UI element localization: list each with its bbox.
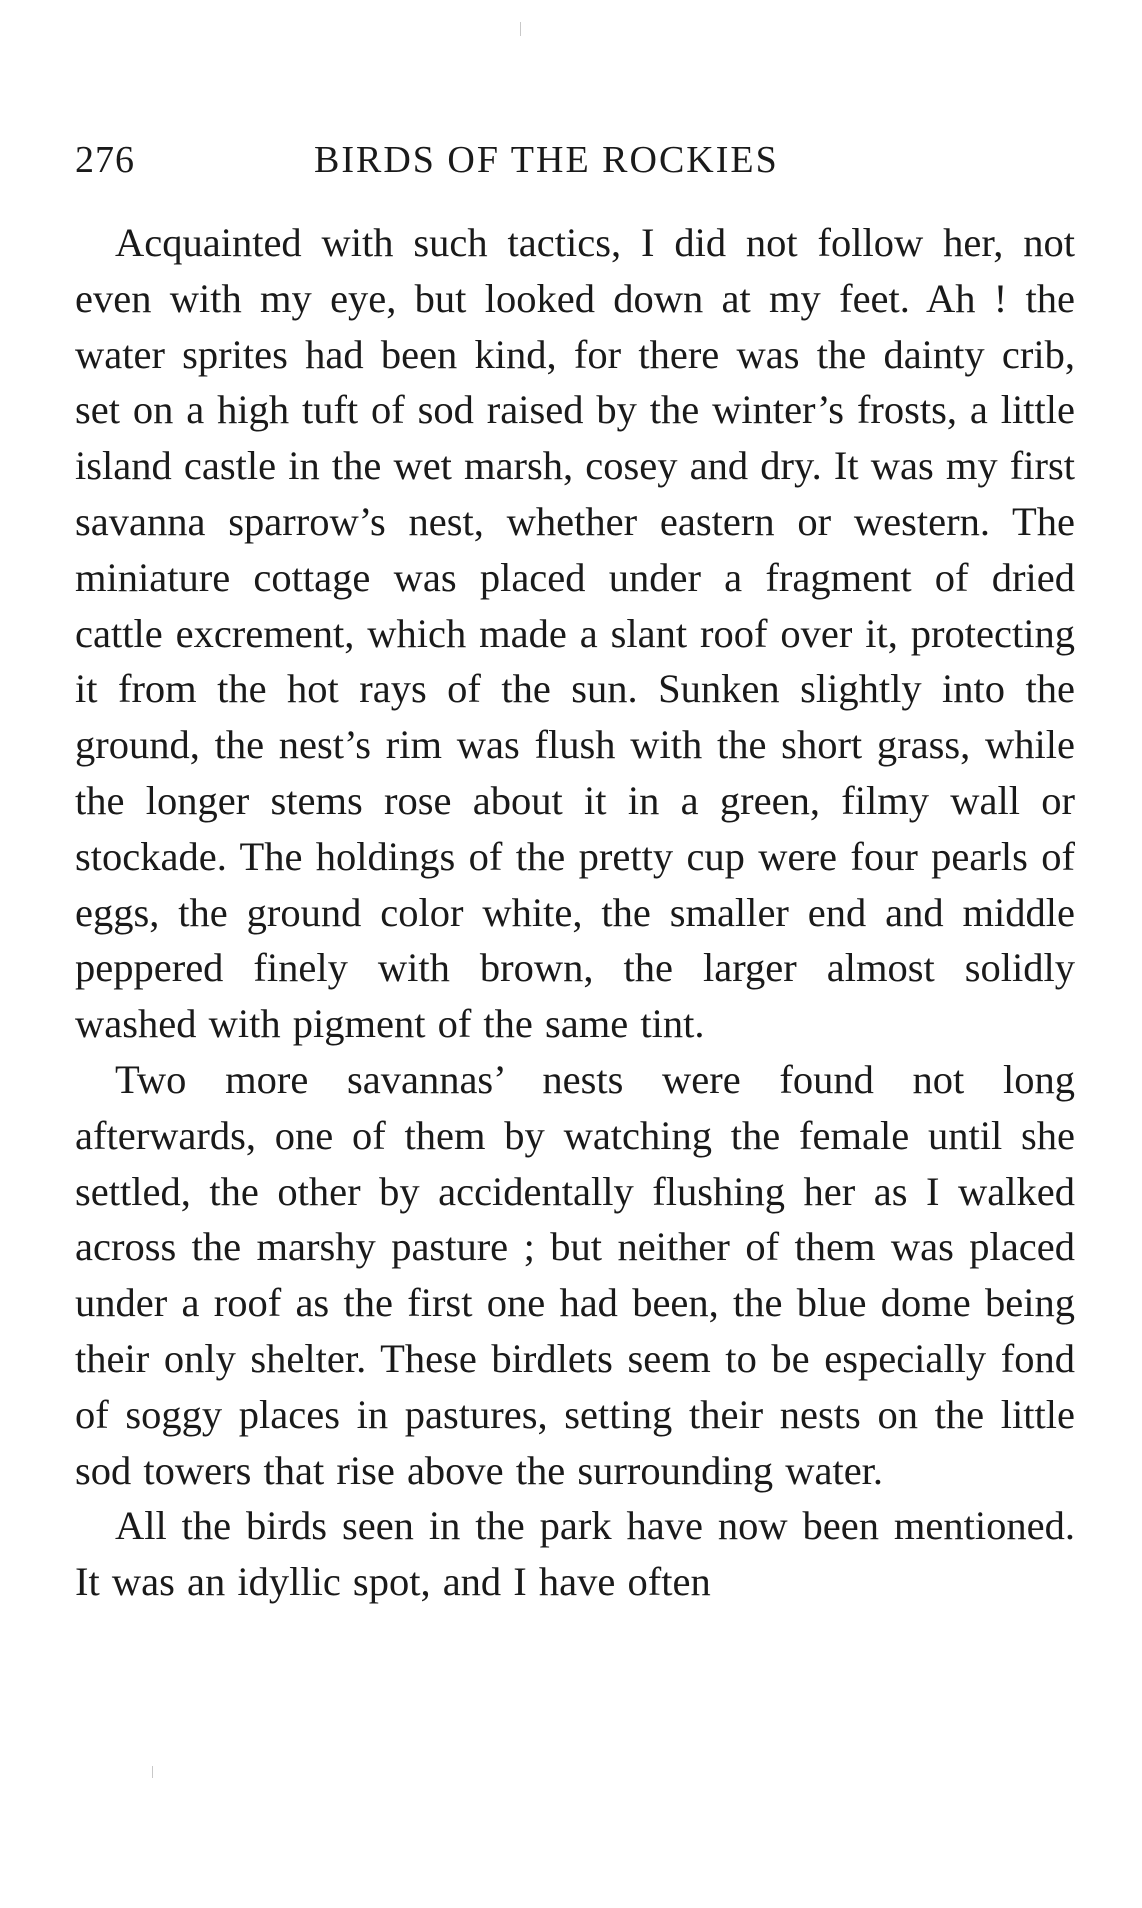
paragraph-2: Two more savannas’ nests were found not long afterwards, one of them by watching the female until she settled, the other by accidentally flushing her as I walked across the marshy pasture ; but neither of them was placed under a roof as the first one had been, the blue dome being their only shelter. These birdlets seem to be especially fond of soggy places in pastures, setting their nests on the little sod towers that rise above the surrounding water.	[75, 1056, 1075, 1493]
paragraph-3: All the birds seen in the park have now been mentioned. It was an idyllic spot, and I have often	[75, 1503, 1075, 1605]
scan-mark-bottom	[152, 1766, 153, 1778]
page-number: 276	[75, 139, 135, 181]
page-header	[75, 138, 1075, 188]
body-text	[75, 215, 1075, 1610]
running-head: BIRDS OF THE ROCKIES	[314, 139, 779, 181]
paragraph-1: Acquainted with such tactics, I did not follow her, not even with my eye, but looked down at my feet. Ah ! the water sprites had been kind, for there was the dainty crib, set on a high tuft of sod raised by the winter’s frosts, a little island castle in the wet marsh, cosey and dry. It was my first savanna sparrow’s nest, whether eastern or western. The miniature cottage was placed under a fragment of dried cattle excrement, which made a slant roof over it, protecting it from the hot rays of the sun. Sunken slightly into the ground, the nest’s rim was flush with the short grass, while the longer stems rose about it in a green, filmy wall or stockade. The holdings of the pretty cup were four pearls of eggs, the ground color white, the smaller end and middle peppered finely with brown, the larger almost solidly washed with pigment of the same tint.	[75, 220, 1075, 1047]
scan-mark-top	[520, 22, 521, 36]
